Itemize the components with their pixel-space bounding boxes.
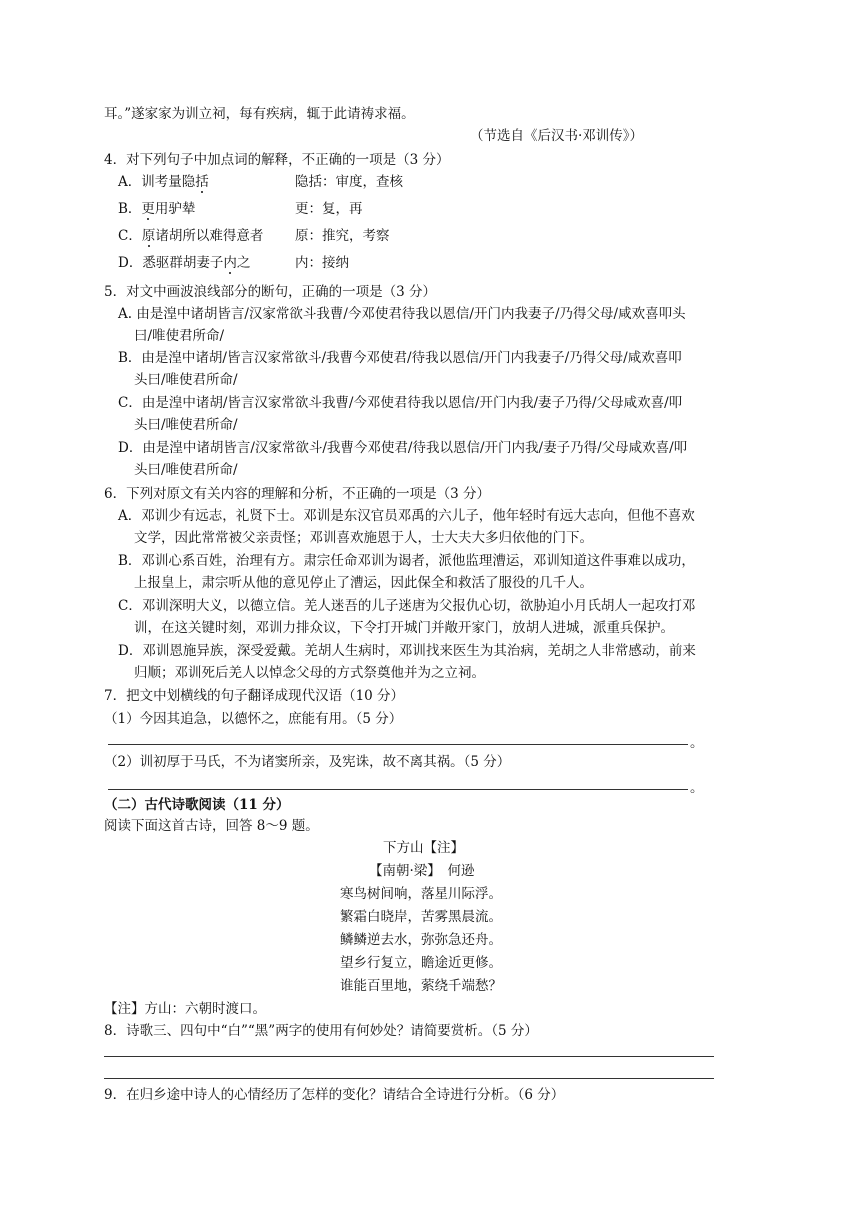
section-instruction: 阅读下面这首古诗，回答 8～9 题。 — [104, 818, 319, 834]
q4-option-c: C．原诸胡所以难得意者 — [118, 228, 264, 244]
end-period: 。 — [690, 735, 704, 751]
q6-option-d-line2: 归顺；邓训死后羌人以悼念父母的方式祭奠他并为之立祠。 — [134, 665, 485, 681]
q4-gloss-a: 隐括：审度，查核 — [295, 174, 403, 190]
q5-option-b-line2: 头曰/唯使君所命/ — [134, 372, 238, 388]
question-9-stem: 9．在归乡途中诗人的心情经历了怎样的变化？请结合全诗进行分析。（6 分） — [104, 1087, 565, 1103]
q4-gloss-d: 内：接纳 — [295, 255, 349, 271]
q4-gloss-c: 原：推究，考察 — [295, 228, 390, 244]
q6-option-c-line2: 训，在这关键时刻，邓训力排众议，下令打开城门并敞开家门，放胡人进城，派重兵保护。 — [134, 620, 674, 636]
poem-note: 【注】方山：六朝时渡口。 — [104, 1001, 266, 1017]
q6-option-c-line1: C．邓训深明大义，以德立信。羌人迷吾的儿子迷唐为父报仇心切，欲胁迫小月氏胡人一起攻打邓 — [118, 598, 696, 614]
end-period: 。 — [690, 780, 704, 796]
q5-option-d-line1: D．由是湟中诸胡皆言/汉家常欲斗/我曹今邓使君/待我以恩信/开门内我/妻子乃得/父母咸欢喜/叩 — [118, 440, 688, 456]
q4-option-a: A．训考量隐括 — [118, 174, 209, 190]
passage-ending: 耳。”遂家家为训立祠，每有疾病，辄于此请祷求福。 — [104, 106, 415, 122]
q6-option-a-line2: 文学，因此常常被父亲责怪；邓训喜欢施恩于人，士大夫大多归依他的门下。 — [134, 530, 593, 546]
poem-author: 【南朝·梁】 何逊 — [369, 863, 475, 879]
dotted-word: 原 — [141, 228, 156, 244]
poem-line: 望乡行复立，瞻途近更修。 — [340, 955, 502, 971]
dotted-word: 内 — [223, 255, 237, 271]
dotted-word: 括 — [195, 174, 209, 190]
q5-option-b-line1: B．由是湟中诸胡/皆言汉家常欲斗/我曹今邓使君/待我以恩信/开门内我妻子/乃得父母/咸欢喜叩 — [118, 350, 682, 366]
dotted-word: 更 — [141, 201, 155, 217]
q5-option-c-line2: 头曰/唯使君所命/ — [134, 417, 238, 433]
q6-option-b-line2: 上报皇上，肃宗听从他的意见停止了漕运，因此保全和救活了服役的几千人。 — [134, 575, 593, 591]
answer-line[interactable] — [104, 1078, 714, 1079]
question-8-stem: 8．诗歌三、四句中“白”“黑”两字的使用有何妙处？请简要赏析。（5 分） — [104, 1023, 538, 1039]
q5-option-c-line1: C．由是湟中诸胡/皆言汉家常欲斗我曹/今邓使君待我以恩信/开门内我/妻子乃得/父母咸欢喜/叩 — [118, 395, 683, 411]
source-citation: （节选自《后汉书·邓训传》） — [470, 128, 644, 144]
q7-sentence-2: （2）训初厚于马氏，不为诸窦所亲，及宪诛，故不离其祸。（5 分） — [104, 754, 511, 770]
q4-option-d: D．悉驱群胡妻子内之 — [118, 255, 251, 271]
q6-option-d-line1: D．邓训恩施异族，深受爱戴。羌胡人生病时，邓训找来医生为其治病，羌胡之人非常感动，前来 — [118, 643, 696, 659]
poem-line: 繁霜白晓岸，苦雾黑晨流。 — [340, 909, 502, 925]
question-4-stem: 4．对下列句子中加点词的解释，不正确的一项是（3 分） — [104, 152, 450, 168]
answer-line[interactable] — [108, 789, 688, 790]
answer-line[interactable] — [104, 1056, 714, 1057]
poem-line: 鳞鳞逆去水，弥弥急还舟。 — [340, 932, 502, 948]
question-7-stem: 7．把文中划横线的句子翻译成现代汉语（10 分） — [104, 688, 405, 704]
q6-option-a-line1: A．邓训少有远志，礼贤下士。邓训是东汉官员邓禹的六儿子，他年轻时有远大志向，但他不喜欢 — [118, 508, 695, 524]
q4-option-b: B．更用驴辇 — [118, 201, 196, 217]
q6-option-b-line1: B．邓训心系百姓，治理有方。肃宗任命邓训为谒者，派他监理漕运，邓训知道这件事难以成功， — [118, 553, 695, 569]
q5-option-a-line2: 曰/唯使君所命/ — [134, 328, 225, 344]
q5-option-a-line1: A. 由是湟中诸胡皆言/汉家常欲斗我曹/今邓使君待我以恩信/开门内我妻子/乃得父母/咸欢喜叩头 — [118, 306, 686, 322]
q7-sentence-1: （1）今因其追急，以德怀之，庶能有用。（5 分） — [104, 711, 403, 727]
q5-option-d-line2: 头曰/唯使君所命/ — [134, 462, 238, 478]
poem-title: 下方山【注】 — [383, 840, 464, 856]
answer-line[interactable] — [108, 744, 688, 745]
section-heading: （二）古代诗歌阅读（11 分） — [104, 797, 290, 813]
poem-line: 寒鸟树间响，落星川际浮。 — [340, 886, 502, 902]
question-6-stem: 6．下列对原文有关内容的理解和分析，不正确的一项是（3 分） — [104, 486, 490, 502]
q4-gloss-b: 更：复，再 — [295, 201, 363, 217]
poem-line: 谁能百里地，萦绕千端愁？ — [340, 978, 502, 994]
question-5-stem: 5．对文中画波浪线部分的断句，正确的一项是（3 分） — [104, 284, 436, 300]
